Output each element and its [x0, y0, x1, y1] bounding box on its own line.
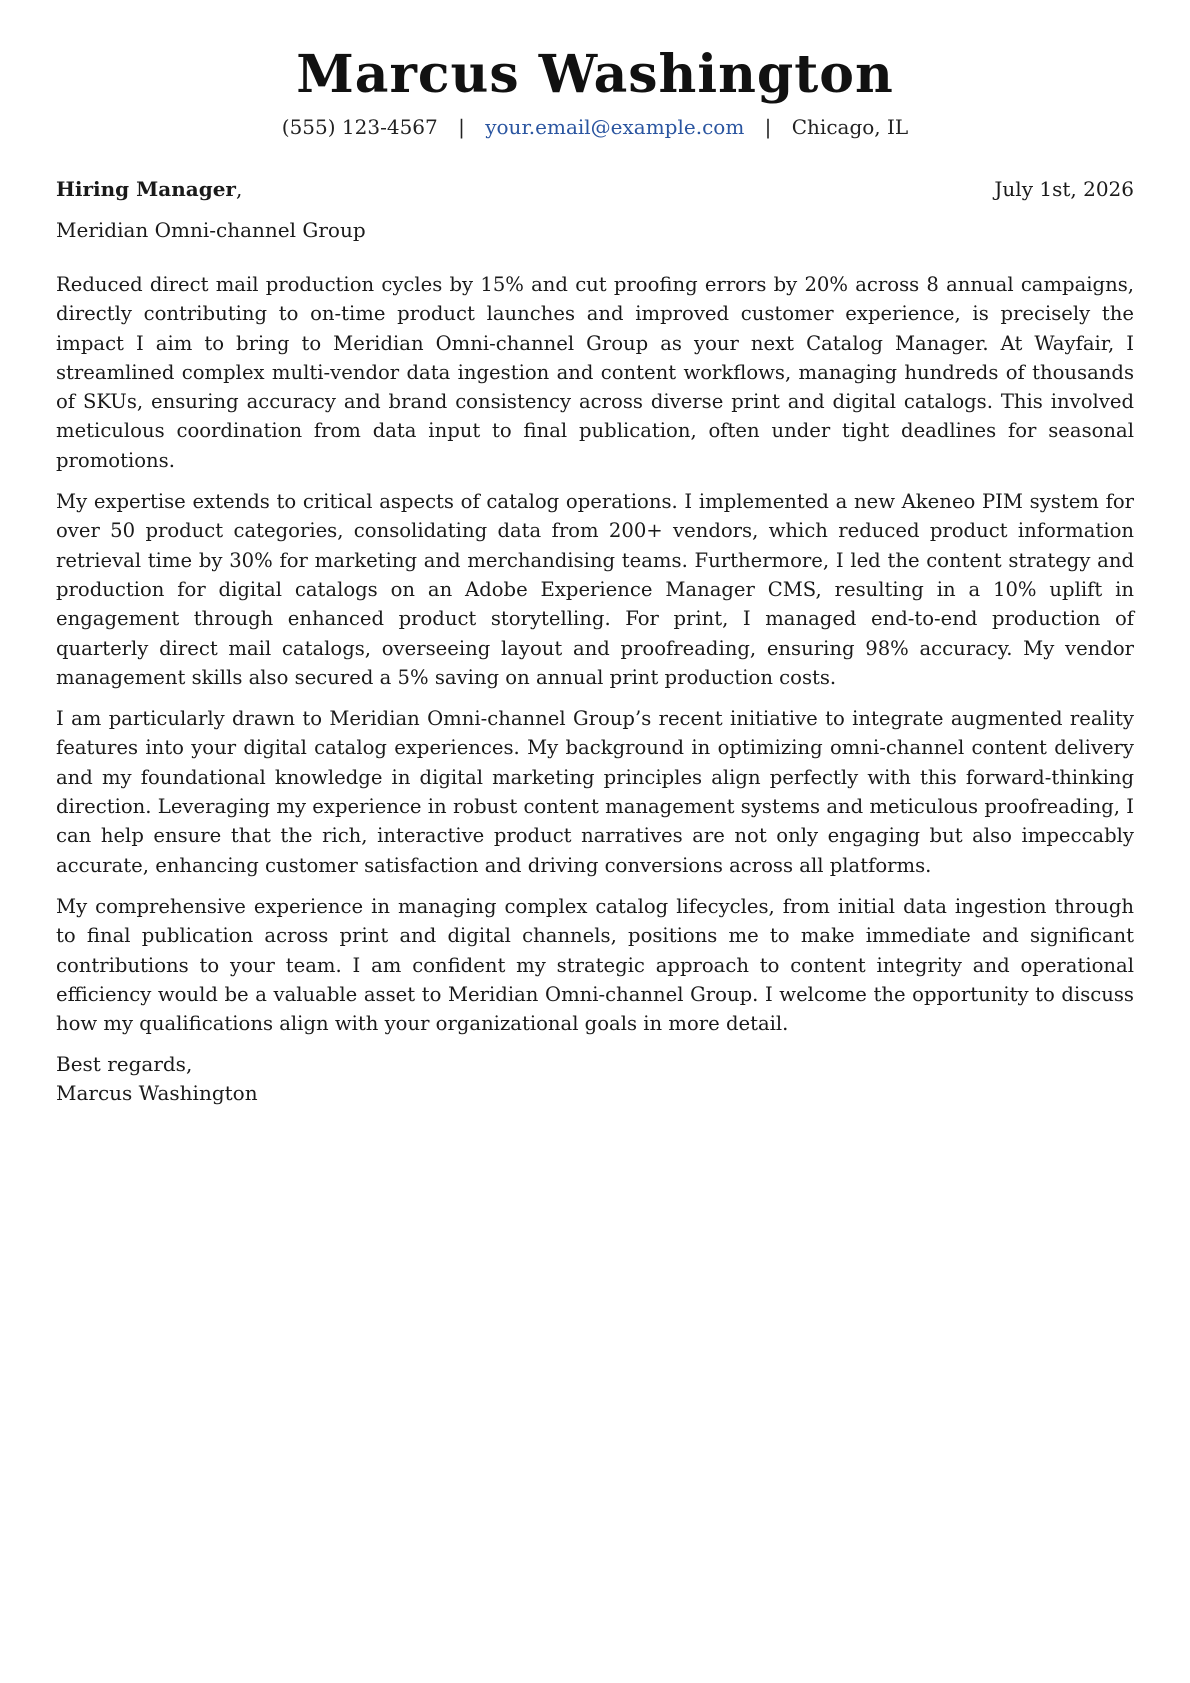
recipient-date-row — [56, 176, 1134, 202]
recipient-name: Hiring Manager — [56, 177, 236, 201]
phone-number: (555) 123-4567 — [281, 115, 438, 139]
body-paragraph: My expertise extends to critical aspects of catalog operations. I implemented a new Akeneo PIM system for over 50 product categories, consolidating data from 200+ vendors, which reduced product information retrieval time by 30% for marketing and merchandising teams. Furthermore, I led the content strategy and production for digital catalogs on an Adobe Experience Manager CMS, resulting in a 10% uplift in engagement through enhanced product storytelling. For print, I managed end-to-end production of quarterly direct mail catalogs, overseeing layout and proofreading, ensuring 98% accuracy. My vendor management skills also secured a 5% saving on annual print production costs. — [56, 490, 1134, 689]
letter-closing — [56, 1050, 1134, 1108]
letter-date: July 1st, 2026 — [994, 177, 1134, 201]
body-paragraph: Reduced direct mail production cycles by 15% and cut proofing errors by 20% across 8 annual campaigns, directly contributing to on-time product launches and improved customer experience, is precisely the impact I aim to bring to Meridian Omni-channel Group as your next Catalog Manager. At Wayfair, I streamlined complex multi-vendor data ingestion and content workflows, managing hundreds of thousands of SKUs, ensuring accuracy and brand consistency across diverse print and digital catalogs. This involved meticulous coordination from data input to final publication, often under tight deadlines for seasonal promotions. — [56, 273, 1134, 472]
location: Chicago, IL — [791, 115, 909, 139]
contact-separator: | — [458, 115, 465, 139]
closing-salutation: Best regards, — [56, 1052, 193, 1077]
body-paragraph: My comprehensive experience in managing complex catalog lifecycles, from initial data ingestion through to final publication across print and digital channels, positions me to make immediate and significant contributions to your team. I am confident my strategic approach to content integrity and operational efficiency would be a valuable asset to Meridian Omni-channel Group. I welcome the opportunity to discuss how my qualifications align with your organizational goals in more detail. — [56, 894, 1134, 1036]
recipient-company: Meridian Omni-channel Group — [56, 218, 366, 242]
contact-line — [56, 114, 1134, 140]
email-link[interactable]: your.email@example.com — [485, 115, 745, 139]
closing-signature: Marcus Washington — [56, 1081, 258, 1106]
sender-name: Marcus Washington — [296, 44, 894, 105]
body-paragraph: I am particularly drawn to Meridian Omni-channel Group’s recent initiative to integrate augmented reality features into your digital catalog experiences. My background in optimizing omni-channel content delivery and my foundational knowledge in digital marketing principles align perfectly with this forward-thinking direction. Leveraging my experience in robust content management systems and meticulous proofreading, I can help ensure that the rich, interactive product narratives are not only engaging but also impeccably accurate, enhancing customer satisfaction and driving conversions across all platforms. — [56, 707, 1134, 877]
contact-separator: | — [764, 115, 772, 139]
recipient-name-comma: , — [235, 177, 243, 201]
letter-body — [56, 270, 1134, 1038]
letter-header — [56, 0, 1134, 140]
recipient-line — [56, 176, 242, 202]
